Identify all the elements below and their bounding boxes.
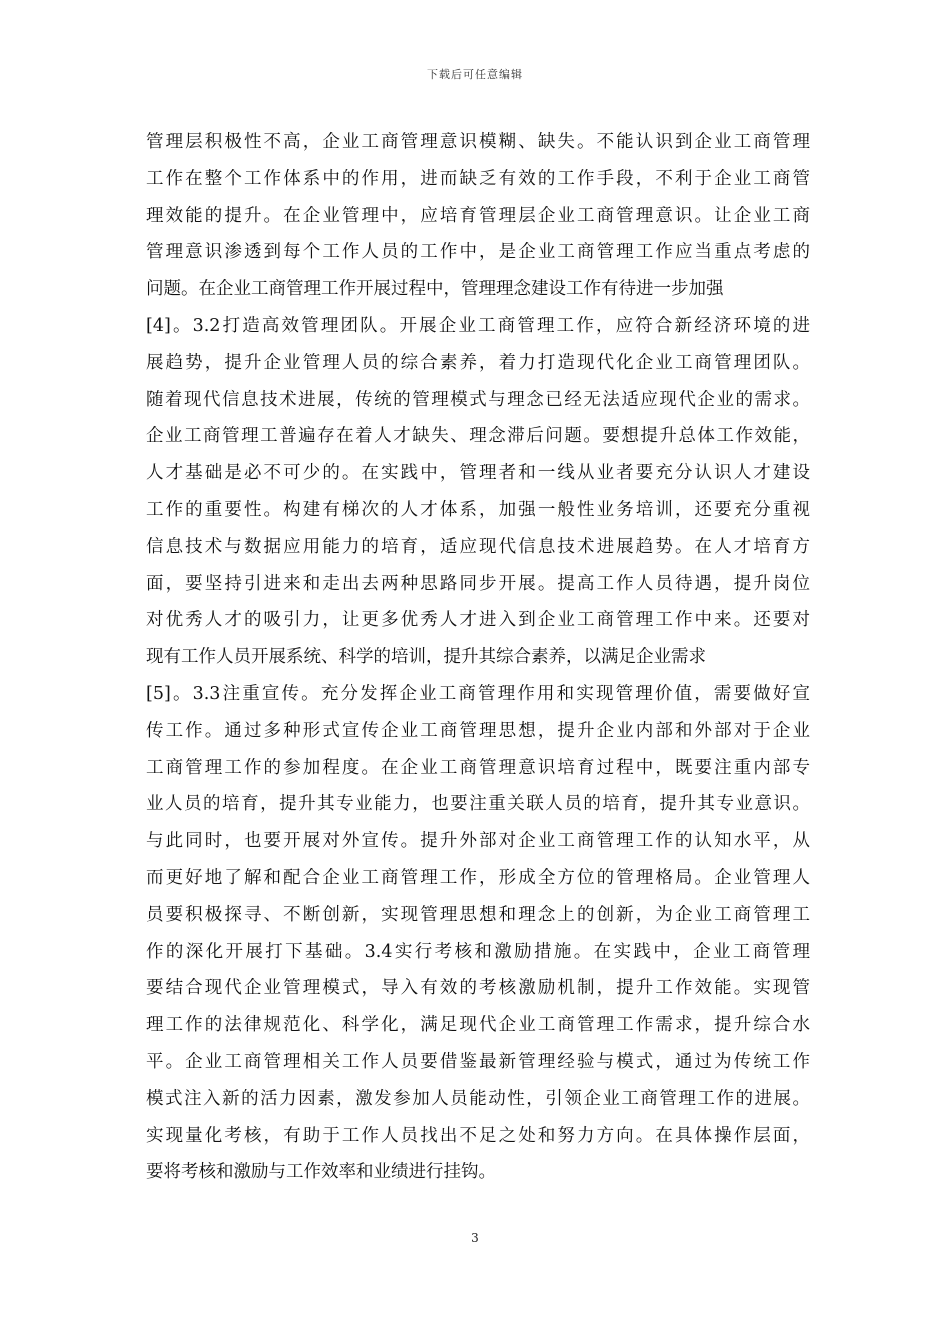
text-line: 工作的重要性。构建有梯次的人才体系，加强一般性业务培训，还要充分重视 <box>146 499 810 520</box>
text-line: 展趋势，提升企业管理人员的综合素养，着力打造现代化企业工商管理团队。 <box>146 352 810 373</box>
text-line: 而更好地了解和配合企业工商管理工作，形成全方位的管理格局。企业管理人 <box>146 867 810 888</box>
body-text <box>146 124 810 1191</box>
text-line: 员要积极探寻、不断创新，实现管理思想和理念上的创新，为企业工商管理工 <box>146 904 810 925</box>
text-line: 实现量化考核，有助于工作人员找出不足之处和努力方向。在具体操作层面， <box>146 1125 810 1146</box>
text-line: 理工作的法律规范化、科学化，满足现代企业工商管理工作需求，提升综合水 <box>146 1015 810 1036</box>
text-line: 人才基础是必不可少的。在实践中，管理者和一线从业者要充分认识人才建设 <box>146 463 810 484</box>
text-line: 模式注入新的活力因素，激发参加人员能动性，引领企业工商管理工作的进展。 <box>146 1088 810 1109</box>
text-line: 与此同时，也要开展对外宣传。提升外部对企业工商管理工作的认知水平，从 <box>146 831 810 852</box>
text-line: 问题。在企业工商管理工作开展过程中，管理理念建设工作有待进一步加强 <box>146 279 724 300</box>
text-line: 信息技术与数据应用能力的培育，适应现代信息技术进展趋势。在人才培育方 <box>146 536 810 557</box>
text-line: 管理层积极性不高，企业工商管理意识模糊、缺失。不能认识到企业工商管理 <box>146 132 810 152</box>
page-header: 下载后可任意编辑 <box>427 68 523 81</box>
text-line: 现有工作人员开展系统、科学的培训，提升其综合素养，以满足企业需求 <box>146 647 706 668</box>
text-line: 要将考核和激励与工作效率和业绩进行挂钩。 <box>146 1162 496 1183</box>
page-number: 3 <box>471 1231 479 1245</box>
text-line: 业人员的培育，提升其专业能力，也要注重关联人员的培育，提升其专业意识。 <box>146 794 810 815</box>
text-line: 随着现代信息技术进展，传统的管理模式与理念已经无法适应现代企业的需求。 <box>146 389 810 410</box>
text-line: [4]。3.2打造高效管理团队。开展企业工商管理工作，应符合新经济环境的进 <box>146 315 810 336</box>
text-line: 平。企业工商管理相关工作人员要借鉴最新管理经验与模式，通过为传统工作 <box>146 1051 810 1072</box>
text-line: 作的深化开展打下基础。3.4实行考核和激励措施。在实践中，企业工商管理 <box>146 941 810 962</box>
text-line: 企业工商管理工普遍存在着人才缺失、理念滞后问题。要想提升总体工作效能， <box>146 426 810 447</box>
text-line: 工商管理工作的参加程度。在企业工商管理意识培育过程中，既要注重内部专 <box>146 757 810 778</box>
text-line: 面，要坚持引进来和走出去两种思路同步开展。提高工作人员待遇，提升岗位 <box>146 573 810 594</box>
text-line: 管理意识渗透到每个工作人员的工作中，是企业工商管理工作应当重点考虑的 <box>146 242 810 263</box>
text-line: 对优秀人才的吸引力，让更多优秀人才进入到企业工商管理工作中来。还要对 <box>146 610 810 631</box>
text-line: 工作在整个工作体系中的作用，进而缺乏有效的工作手段，不利于企业工商管 <box>146 168 810 189</box>
text-line: 传工作。通过多种形式宣传企业工商管理思想，提升企业内部和外部对于企业 <box>146 720 810 741</box>
text-line: 要结合现代企业管理模式，导入有效的考核激励机制，提升工作效能。实现管 <box>146 978 810 999</box>
text-line: 理效能的提升。在企业管理中，应培育管理层企业工商管理意识。让企业工商 <box>146 205 810 226</box>
text-line: [5]。3.3注重宣传。充分发挥企业工商管理作用和实现管理价值，需要做好宣 <box>146 683 810 704</box>
